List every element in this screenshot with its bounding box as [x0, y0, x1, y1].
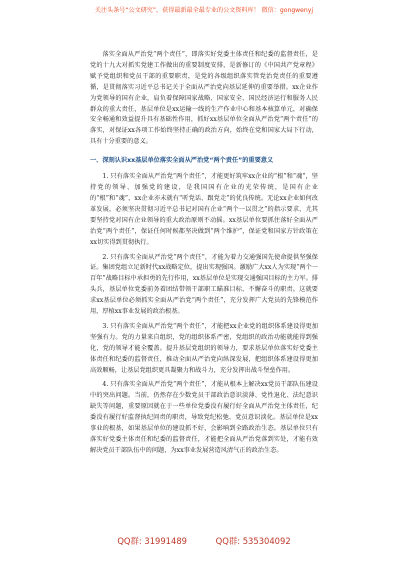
document-body: [90, 50, 318, 457]
section-paragraph-3: 3. 只有落实全面从严治党“两个责任”，才能把xx企业党的组织体系建设得更加坚强有力。党的力量来自组织，党的组织体系严密，党组织的政治功能就能得到强化，党的领导才能全覆盖。提升基层党组织的领导力，要求基层单位落实好党委主体责任和纪委的监督责任，推动全面从严治党向纵深发展，把组织体系建设得更加高效顺畅，让基层党组织更具凝聚力和战斗力，充分发挥出战斗堡垒作用。: [90, 322, 318, 374]
section-paragraph-4: 4. 只有落实全面从严治党“两个责任”，才能从根本上解决xx党员干部队伍建设中的突出问题。当前，仍然存在少数党员干部政治意识淡薄、党性退化、法纪意识缺失等问题，重要原因就在于一些单位党委没有履行好全面从严治党主体责任，纪委没有履行好监督执纪问责的职责，导致党纪松弛、党员意识淡化。基层单位是xx事业的根基，如果基层单位的建设抓不好，会影响到全路政治生态。基层单位只有落实好党委主体责任和纪委的监督责任，才能把全面从严治党落到实处，才能有效解决党员干部队伍中的问题，为xx事业发展营造风清气正的政治生态。: [90, 381, 318, 454]
qq-group-2: QQ群: 535304092: [215, 536, 291, 546]
header-banner: 关注头条号“公文研究”，获得最新最全最专业的公文资料库！ 微信：gongwenyj: [94, 7, 314, 14]
intro-paragraph: 落实全面从严治党“两个责任”，即落实好党委主体责任和纪委的监督责任，是党的十九大对抓实党建工作做出的重要制度安排，是新修订的《中国共产党章程》赋予党组织和党员干部的重要职责，是党的各级组织落实管党治党责任的重要遵循，是贯彻落实习近平总书记关于全面从严治党向基层延伸的重要举措。xx企业作为党领导的国有企业，肩负着保障国家战略、国家安全、国民经济运行和服务人民群众的重大责任，基层单位是xx运输一线的生产作业中心和基本核算单元，对确保安全畅通和效益提升具有基础性作用，抓好xx基层单位全面从严治党“两个责任”的落实，对保证xx各项工作始终坚持正确的政治方向，始终在党和国家大局下行动，具有十分重要的意义。: [90, 51, 318, 146]
footer-contact: [0, 535, 408, 547]
section-paragraph-2: 2. 只有落实全面从严治党“两个责任”，才能为着力交通强国先使命提供坚强保证。集团党组立足新时代xx战略定位，提出实现强国。激励广大xx人为实现“两个一百年”战略目标中承担勇的先行作用，xx基层单位是实现交通强国目标的主力军。排头兵，基层单位党委前务着团结带领干部职工瞄准目标、不懈奋斗的职责。这就要求xx基层单位必须抓实全面从严治党“两个责任”，充分发挥广大党员的先锋模范作用，厚植xx事业发展的政治根基。: [90, 253, 318, 316]
section-heading: 一、深刻认识xx基层单位落实全面从严治党“两个责任”的重要意义: [90, 157, 274, 165]
section-paragraph-1: 1. 只有落实全面从严治党“两个责任”，才能更好筑牢xx企业的“根”和“魂”，坚持党的领导、加强党的建设，是我国国有企业的光荣传统，是国有企业的“根”和“魂”，xx企业亦未就有“听党话、跟党走”的优良传统。无论xx企业如何改革发展，必须坚决贯彻习近平总书记对国有企业“两个一以贯之”的指示要求，尤其要坚持党对国有企业领导的重大政治原则不动摇。xx基层单位要抓住落好全面从严治党“两个责任”，保证任何时候都坚决做到“两个维护”，保证党和国家方针政策在xx切实得到贯彻执行。: [90, 173, 318, 246]
qq-group-1: QQ群: 31991489: [117, 536, 187, 546]
